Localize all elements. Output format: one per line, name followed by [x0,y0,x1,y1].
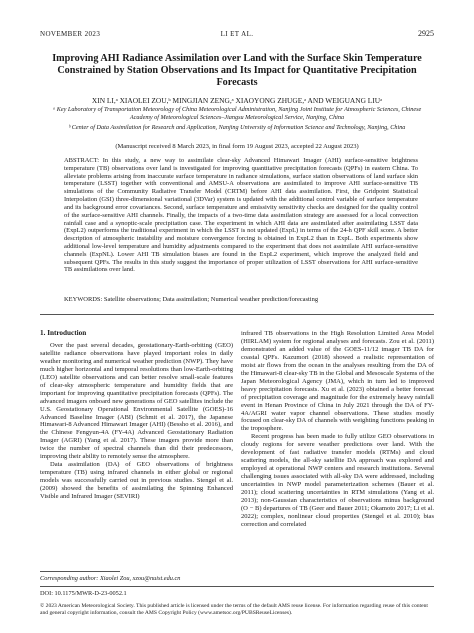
manuscript-dates: (Manuscript received 8 March 2023, in final form 19 August 2023, accepted 22 August 2023) [115,143,359,150]
running-header [40,30,434,42]
abstract: ABSTRACT: In this study, a new way to assimilate clear-sky Advanced Himawari Imager (AHI) surface-sensitive brightness temperature (TB) observations over land is investigated for improving quantitative precipitation forecasts (QPFs) in eastern China. To alleviate problems arising from inaccurate surface temperature in radiance simulations, surface station observations of land surface skin temperature (LSST) together with conventional and AMSU-A observations are assimilated to improve AHI surface-sensitive TB simulations of the Community Radiative Transfer Model (CRTM) before AHI data assimilation. First, the Gridpoint Statistical Interpolation (GSI) three-dimensional variational (3DVar) system is updated with the additional control variable of surface temperature and its background error covariances. Second, surface temperature and emissivity sensitivity checks are designed for the quality control of the surface-sensitive AHI channels. Finally, the impacts of a two-time data assimilation strategy are assessed for a local convection rainfall case and a synoptic-scale precipitation case. The experiment in which AHI data are assimilated after assimilating LSST data (ExpL2) outperforms the traditional experiment in which the LSST is not updated (ExpL) in terms of the 24-h QPF skill score. A better description of atmospheric instability and moisture convergence forcing is obtained in ExpL2 than in ExpL. Both experiments show additional low-level temperature and humidity adjustments compared to the experiment that does not assimilate AHI surface-sensitive channels (ExpNL). Lower AHI TB simulation biases are found in the ExpL2 experiment, which improve the analyzed field and subsequent QPFs. The results in this study suggest the importance of proper utilization of LSST observations for AHI surface-sensitive TB assimilations over land. [64,157,418,274]
corresponding-author: Corresponding author: Xiaolei Zou, xzou@nuist.edu.cn [40,575,181,582]
affiliation-b: ᵇ Center of Data Assimilation for Research and Application, Nanjing University of Information Science and Technology, Nanjing, China [68,124,406,131]
body-paragraph: Recent progress has been made to fully utilize GEO observations in cloudy regions for severe weather predictions over land. With the development of fast radiative transfer models (RTMs) and cloud scattering models, the all-sky satellite DA approach was explored and employed at operational NWP centers and research institutions. Several challenging issues associated with all-sky DA were addressed, including uncertainties in NWP model parameterization schemes (Bauer et al. 2011); cloud scattering uncertainties in RTM simulations (Yang et al. 2013); non-Gaussian characteristics of observations minus background (O − B) departures of TB (Geer and Bauer 2011; Okamoto 2017; Li et al. 2022); complex, nonlinear cloud properties (Stengel et al. 2010); bias correction and correlated [241,433,434,528]
body-paragraph: Data assimilation (DA) of GEO observations of brightness temperature (TB) using infrared channels in either global or regional models was successfully carried out in previous studies. Stengel et al. (2009) showed the benefits of assimilating the Spinning Enhanced Visible and Infrared Imager (SEVIRI) [40,461,233,501]
author-list: XIN LI,ᵃ XIAOLEI ZOU,ᵇ MINGJIAN ZENG,ᵃ XIAOYONG ZHUGE,ᵃ AND WEIGUANG LIUᵃ [91,96,383,105]
footnote-divider [40,571,120,572]
right-column [241,330,434,529]
body-paragraph: infrared TB observations in the High Resolution Limited Area Model (HIRLAM) system for regional analyses and forecasts. Zou et al. (2011) demonstrated an added value of the GOES-11/12 imager TB DA for coastal QPFs. Kazumori (2018) showed a realistic representation of moist air flows from the ocean in the analyses resulting from the DA of the Himawari-8 clear-sky TB in the Global and Mesoscale Systems of the Japan Meteorological Agency (JMA), which in turn led to improved heavy precipitation forecasts. Xu et al. (2023) obtained a better forecast of precipitation coverage and magnitude for the extremely heavy rainfall event in Henan Province of China in July 2021 through the DA of FY-4A/AGRI water vapor channel observations. These studies mostly focused on clear-sky DA of channels with weighting functions peaking in the troposphere. [241,330,435,433]
article-title: Improving AHI Radiance Assimilation over Land with the Surface Skin Temperature Constrained by Station Observations and Its Impact for Quantitative Precipitation Forecasts [52,53,422,88]
doi: DOI: 10.1175/MWR-D-23-0052.1 [40,590,127,597]
left-column [40,330,233,501]
footer-divider [40,586,434,587]
section-heading: 1. Introduction [40,329,87,337]
section-divider [40,314,434,315]
header-authors: LI ET AL. [220,30,254,38]
keywords: KEYWORDS: Satellite observations; Data assimilation; Numerical weather prediction/forecasting [64,296,319,303]
page-number: 2925 [418,29,434,38]
license-notice: © 2023 American Meteorological Society. This published article is licensed under the terms of the default AMS reuse license. For information regarding reuse of this content and general copyright information, consult the AMS Copyright Policy (www.ametsoc.org/PUBSReuseLicenses). [40,603,428,616]
affiliation-a: ᵃ Key Laboratory of Transportation Meteorology of China Meteorological Administration, Nanjing Joint Institute for Atmospheric Sciences, Chinese Academy of Meteorological Sciences–Jiangsu Meteorological Service, Nanjing, China [52,106,422,121]
body-paragraph: Over the past several decades, geostationary-Earth-orbiting (GEO) satellite radiance observations have played important roles in daily weather monitoring and numerical weather prediction (NWP). They have much higher horizontal and temporal resolutions than low-Earth-orbiting (LEO) satellite observations and can better resolve small-scale features of clear-sky atmospheric temperature and humidity fields that are important for improving quantitative precipitation forecasts (QPFs). The advanced imagers onboard new generations of GEO satellites include the U.S. Geostationary Operational Environmental Satellite (GOES)-16 Advanced Baseline Imager (ABI) (Schmit et al. 2017), the Japanese Himawari-8 Advanced Himawari Imager (AHI) (Bessho et al. 2016), and the Chinese Fengyun-4A (FY-4A) Advanced Geostationary Radiation Imager (AGRI) (Yang et al. 2017). These imagers provide more than twice the number of spectral channels than did their predecessors, improving their ability to remotely sense the atmosphere. [40,341,233,461]
header-date: NOVEMBER 2023 [40,30,101,38]
